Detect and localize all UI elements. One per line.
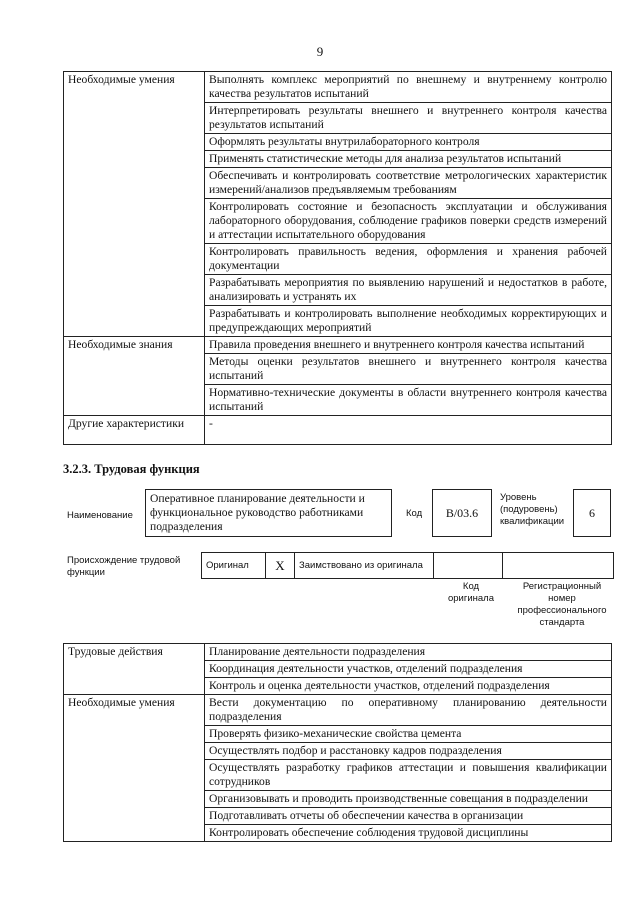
skills-label: Необходимые умения xyxy=(64,72,205,337)
knowledge-item: Методы оценки результатов внешнего и внутреннего контроля качества испытаний xyxy=(205,354,612,385)
skill-item: Подготавливать отчеты об обеспечении качества в организации xyxy=(205,808,612,825)
function-name-box: Оперативное планирование деятельности и функциональное руководство работниками подразделения xyxy=(145,489,392,537)
skill-item: Организовывать и проводить производственные совещания в подразделении xyxy=(205,791,612,808)
skills-knowledge-table xyxy=(63,71,612,445)
skill-item: Разрабатывать и контролировать выполнение необходимых корректирующих и предупреждающих мероприятий xyxy=(205,306,612,337)
actions-label: Трудовые действия xyxy=(64,644,205,695)
code-label: Код xyxy=(406,508,423,519)
skill-item: Выполнять комплекс мероприятий по внешнему и внутреннему контролю качества результатов испытаний xyxy=(205,72,612,103)
qualification-level-label: Уровень (подуровень) квалификации xyxy=(500,492,565,527)
origin-borrowed-cell: Заимствовано из оригинала xyxy=(295,553,434,579)
skill-item: Контролировать обеспечение соблюдения трудовой дисциплины xyxy=(205,825,612,842)
actions-skills-table xyxy=(63,643,612,842)
function-code-box: B/03.6 xyxy=(432,489,492,537)
skill-item: Осуществлять разработку графиков аттестации и повышения квалификации сотрудников xyxy=(205,760,612,791)
original-code-caption: Код оригинала xyxy=(447,581,494,604)
action-item: Координация деятельности участков, отделений подразделения xyxy=(205,661,612,678)
other-characteristics-label: Другие характеристики xyxy=(64,416,205,445)
skill-item: Вести документацию по оперативному планированию деятельности подразделения xyxy=(205,695,612,726)
skill-item: Осуществлять подбор и расстановку кадров подразделения xyxy=(205,743,612,760)
knowledge-label: Необходимые знания xyxy=(64,337,205,416)
other-characteristics-value: - xyxy=(205,416,612,445)
action-item: Планирование деятельности подразделения xyxy=(205,644,612,661)
origin-label: Происхождение трудовой функции xyxy=(67,555,181,578)
origin-code-cell xyxy=(434,553,503,579)
skill-item: Интерпретировать результаты внешнего и внутреннего контроля качества результатов испытаний xyxy=(205,103,612,134)
skill-item: Оформлять результаты внутрилабораторного контроля xyxy=(205,134,612,151)
skills-label: Необходимые умения xyxy=(64,695,205,842)
registration-number-caption: Регистрационный номер профессионального стандарта xyxy=(517,581,607,628)
skill-item: Контролировать состояние и безопасность эксплуатации и обслуживания лабораторного оборудования, соблюдение графиков поверки средств измерений и аттестации испытательного оборудования xyxy=(205,199,612,244)
origin-original-cell: Оригинал xyxy=(202,553,266,579)
knowledge-item: Правила проведения внешнего и внутреннего контроля качества испытаний xyxy=(205,337,612,354)
origin-original-mark: X xyxy=(266,553,295,579)
skill-item: Разрабатывать мероприятия по выявлению нарушений и недостатков в работе, анализировать и устранять их xyxy=(205,275,612,306)
skill-item: Проверять физико-механические свойства цемента xyxy=(205,726,612,743)
section-title: 3.2.3. Трудовая функция xyxy=(63,462,200,476)
qualification-level-box: 6 xyxy=(573,489,611,537)
origin-table xyxy=(201,552,614,579)
knowledge-item: Нормативно-технические документы в области внутреннего контроля качества испытаний xyxy=(205,385,612,416)
name-label: Наименование xyxy=(67,510,133,521)
skill-item: Контролировать правильность ведения, оформления и хранения рабочей документации xyxy=(205,244,612,275)
skill-item: Применять статистические методы для анализа результатов испытаний xyxy=(205,151,612,168)
page-number: 9 xyxy=(316,44,324,59)
origin-registration-cell xyxy=(503,553,614,579)
skill-item: Обеспечивать и контролировать соответствие метрологических характеристик измерений/анализов предъявляемым требованиям xyxy=(205,168,612,199)
action-item: Контроль и оценка деятельности участков, отделений подразделения xyxy=(205,678,612,695)
